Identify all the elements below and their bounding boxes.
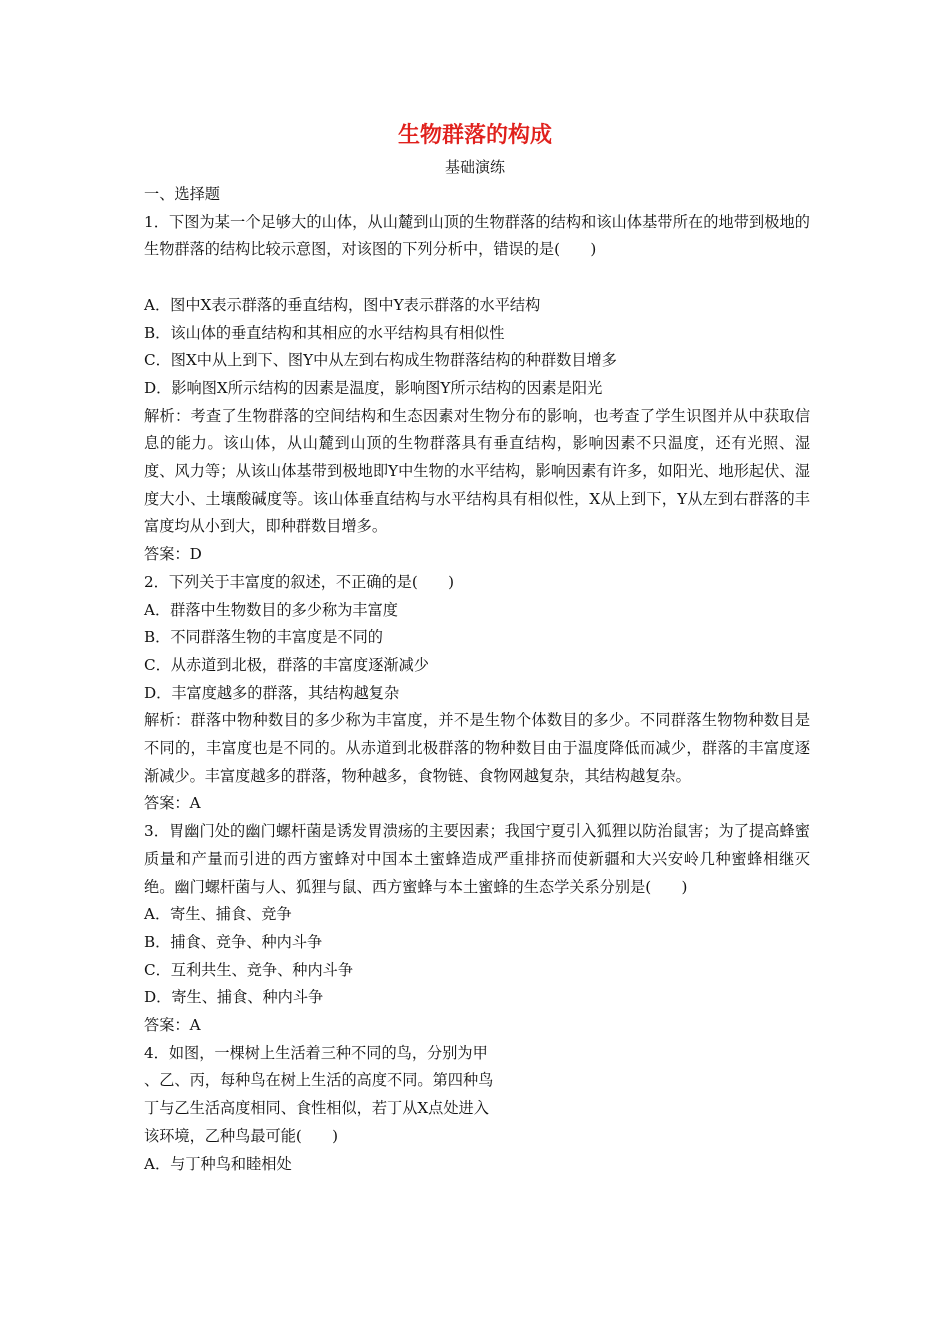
question-1-option-d: D．影响图X所示结构的因素是温度，影响图Y所示结构的因素是阳光	[144, 378, 603, 397]
question-3-option-c: C．互利共生、竞争、种内斗争	[144, 960, 354, 979]
question-2-analysis: 解析：群落中物种数目的多少称为丰富度，并不是生物个体数目的多少。不同群落生物物种数目是不同的，丰富度也是不同的。从赤道到北极群落的物种数目由于温度降低而减少，群落的丰富度逐渐减少。丰富度越多的群落，物种越多，食物链、食物网越复杂，其结构越复杂。	[144, 711, 810, 785]
document-title: 生物群落的构成	[397, 122, 552, 148]
question-3-option-d: D．寄生、捕食、种内斗争	[144, 988, 324, 1007]
document-subtitle: 基础演练	[444, 158, 505, 176]
question-2-option-d: D．丰富度越多的群落，其结构越复杂	[144, 683, 400, 702]
question-2-stem: 2．下列关于丰富度的叙述，不正确的是( )	[144, 572, 455, 591]
question-2-option-c: C．从赤道到北极，群落的丰富度逐渐减少	[144, 655, 429, 674]
question-3-stem: 3．胃幽门处的幽门螺杆菌是诱发胃溃疡的主要因素；我国宁夏引入狐狸以防治鼠害；为了提高蜂蜜质量和产量而引进的西方蜜蜂对中国本土蜜蜂造成严重排挤而使新疆和大兴安岭几种蜜蜂相继灭绝。幽门螺杆菌与人、狐狸与鼠、西方蜜蜂与本土蜜蜂的生态学关系分别是( )	[144, 822, 810, 896]
question-1-answer: 答案：D	[144, 545, 202, 564]
question-1-analysis: 解析：考查了生物群落的空间结构和生态因素对生物分布的影响，也考查了学生识图并从中获取信息的能力。该山体，从山麓到山顶的生物群落具有垂直结构，影响因素不只温度，还有光照、湿度、风力等；从该山体基带到极地即Y中生物的水平结构，影响因素有许多，如阳光、地形起伏、湿度大小、土壤酸碱度等。该山体垂直结构与水平结构具有相似性，X从上到下，Y从左到右群落的丰富度均从小到大，即种群数目增多。	[144, 406, 810, 536]
question-4-stem-line: 该环境，乙种鸟最可能( )	[144, 1126, 339, 1145]
question-3-option-a: A．寄生、捕食、竞争	[144, 905, 292, 924]
question-4-option-a: A．与丁种鸟和睦相处	[144, 1154, 292, 1173]
question-4-stem-line: 4．如图，一棵树上生活着三种不同的鸟，分别为甲	[144, 1043, 488, 1062]
question-1-stem: 1．下图为某一个足够大的山体，从山麓到山顶的生物群落的结构和该山体基带所在的地带到极地的生物群落的结构比较示意图，对该图的下列分析中，错误的是( )	[144, 212, 810, 259]
question-4-stem-line: 、乙、丙，每种鸟在树上生活的高度不同。第四种鸟	[144, 1071, 494, 1090]
figure-gap	[144, 264, 810, 292]
section-heading: 一、选择题	[144, 185, 220, 203]
question-3-answer: 答案：A	[144, 1016, 201, 1035]
question-1-option-b: B．该山体的垂直结构和其相应的水平结构具有相似性	[144, 323, 505, 342]
question-1-option-c: C．图X中从上到下、图Y中从左到右构成生物群落结构的种群数目增多	[144, 351, 617, 370]
question-4-stem-line: 丁与乙生活高度相同、食性相似，若丁从X点处进入	[144, 1099, 489, 1118]
question-2-answer: 答案：A	[144, 794, 201, 813]
question-3-option-b: B．捕食、竞争、种内斗争	[144, 932, 323, 951]
question-2-option-a: A．群落中生物数目的多少称为丰富度	[144, 600, 398, 619]
document-body	[144, 181, 810, 1178]
question-2-option-b: B．不同群落生物的丰富度是不同的	[144, 628, 383, 647]
question-1-option-a: A．图中X表示群落的垂直结构，图中Y表示群落的水平结构	[144, 295, 541, 314]
